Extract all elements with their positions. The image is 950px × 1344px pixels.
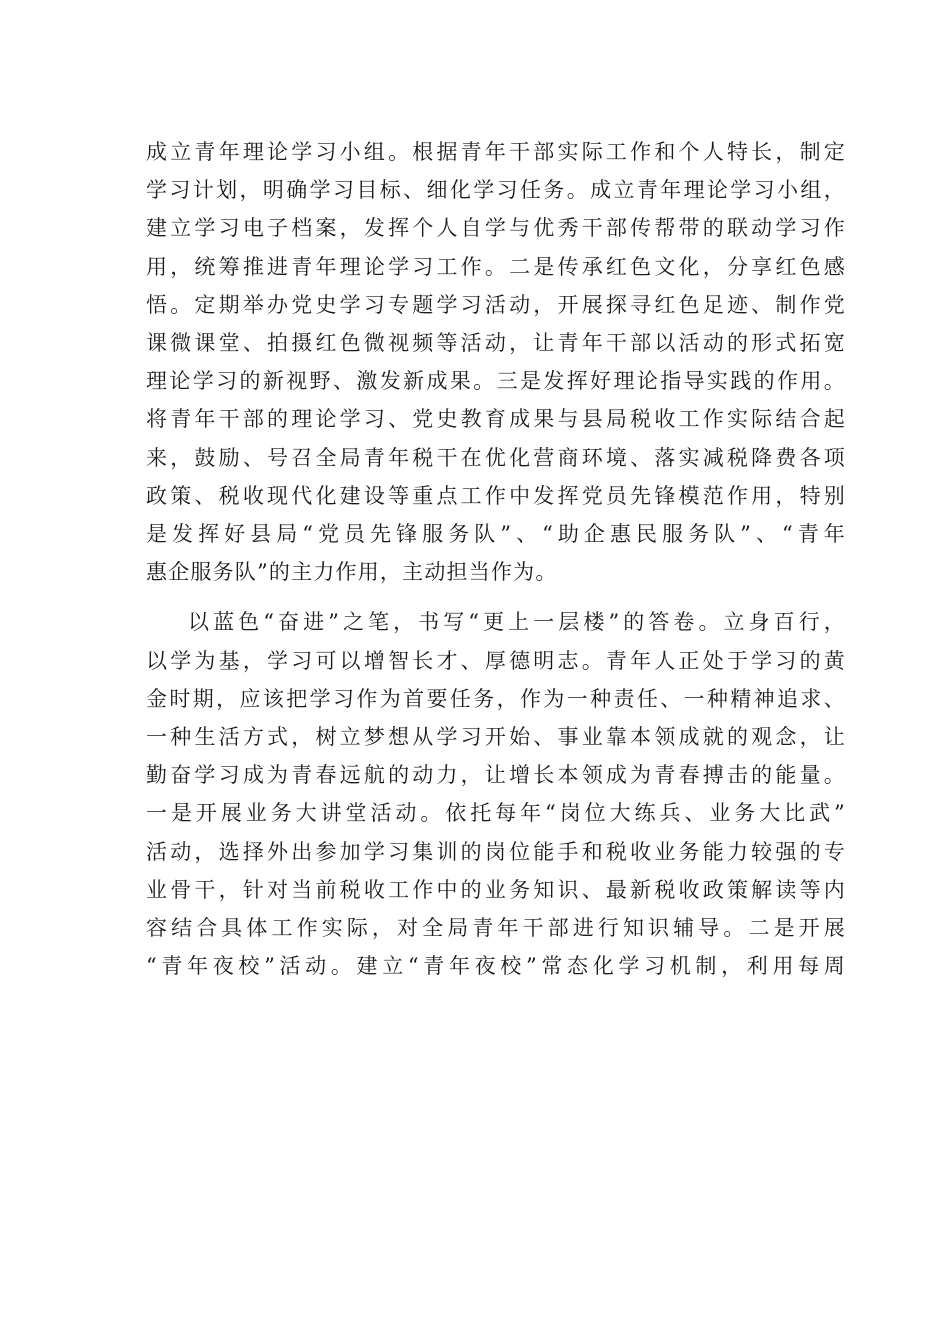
paragraph-line: 容结合具体工作实际，对全局青年干部进行知识辅导。二是开展 [146,916,846,940]
paragraph-first-line: 以蓝色“奋进”之笔，书写“更上一层楼”的答卷。立身百行， [188,610,846,634]
paragraph-line: “青年夜校”活动。建立“青年夜校”常态化学习机制，利用每周 [146,954,846,978]
paragraph-line: 活动，选择外出参加学习集训的岗位能手和税收业务能力较强的专 [146,840,846,864]
paragraph-line: 将青年干部的理论学习、党史教育成果与县局税收工作实际结合起 [146,407,846,431]
paragraph-line: 成立青年理论学习小组。根据青年干部实际工作和个人特长，制定 [146,140,846,164]
paragraph-line-last: 惠企服务队”的主力作用，主动担当作为。 [146,560,558,584]
paragraph-line: 用，统筹推进青年理论学习工作。二是传承红色文化，分享红色感 [146,255,846,279]
paragraph-line: 以学为基，学习可以增智长才、厚德明志。青年人正处于学习的黄 [146,649,846,673]
paragraph-line: 悟。定期举办党史学习专题学习活动，开展探寻红色足迹、制作党 [146,293,846,317]
paragraph-line: 业骨干，针对当前税收工作中的业务知识、最新税收政策解读等内 [146,878,846,902]
paragraph-line: 一是开展业务大讲堂活动。依托每年“岗位大练兵、业务大比武” [146,801,846,825]
paragraph-line: 来，鼓励、号召全局青年税干在优化营商环境、落实减税降费各项 [146,446,846,470]
paragraph-line: 一种生活方式，树立梦想从学习开始、事业靠本领成就的观念，让 [146,725,846,749]
paragraph-line: 学习计划，明确学习目标、细化学习任务。成立青年理论学习小组， [146,178,846,202]
paragraph-line: 政策、税收现代化建设等重点工作中发挥党员先锋模范作用，特别 [146,484,846,508]
paragraph-line: 勤奋学习成为青春远航的动力，让增长本领成为青春搏击的能量。 [146,763,846,787]
paragraph-line: 课微课堂、拍摄红色微视频等活动，让青年干部以活动的形式拓宽 [146,331,846,355]
paragraph-line: 理论学习的新视野、激发新成果。三是发挥好理论指导实践的作用。 [146,369,846,393]
paragraph-line: 建立学习电子档案，发挥个人自学与优秀干部传帮带的联动学习作 [146,216,846,240]
paragraph-line: 金时期，应该把学习作为首要任务，作为一种责任、一种精神追求、 [146,687,846,711]
paragraph-line: 是发挥好县局“党员先锋服务队”、“助企惠民服务队”、“青年 [146,522,846,546]
